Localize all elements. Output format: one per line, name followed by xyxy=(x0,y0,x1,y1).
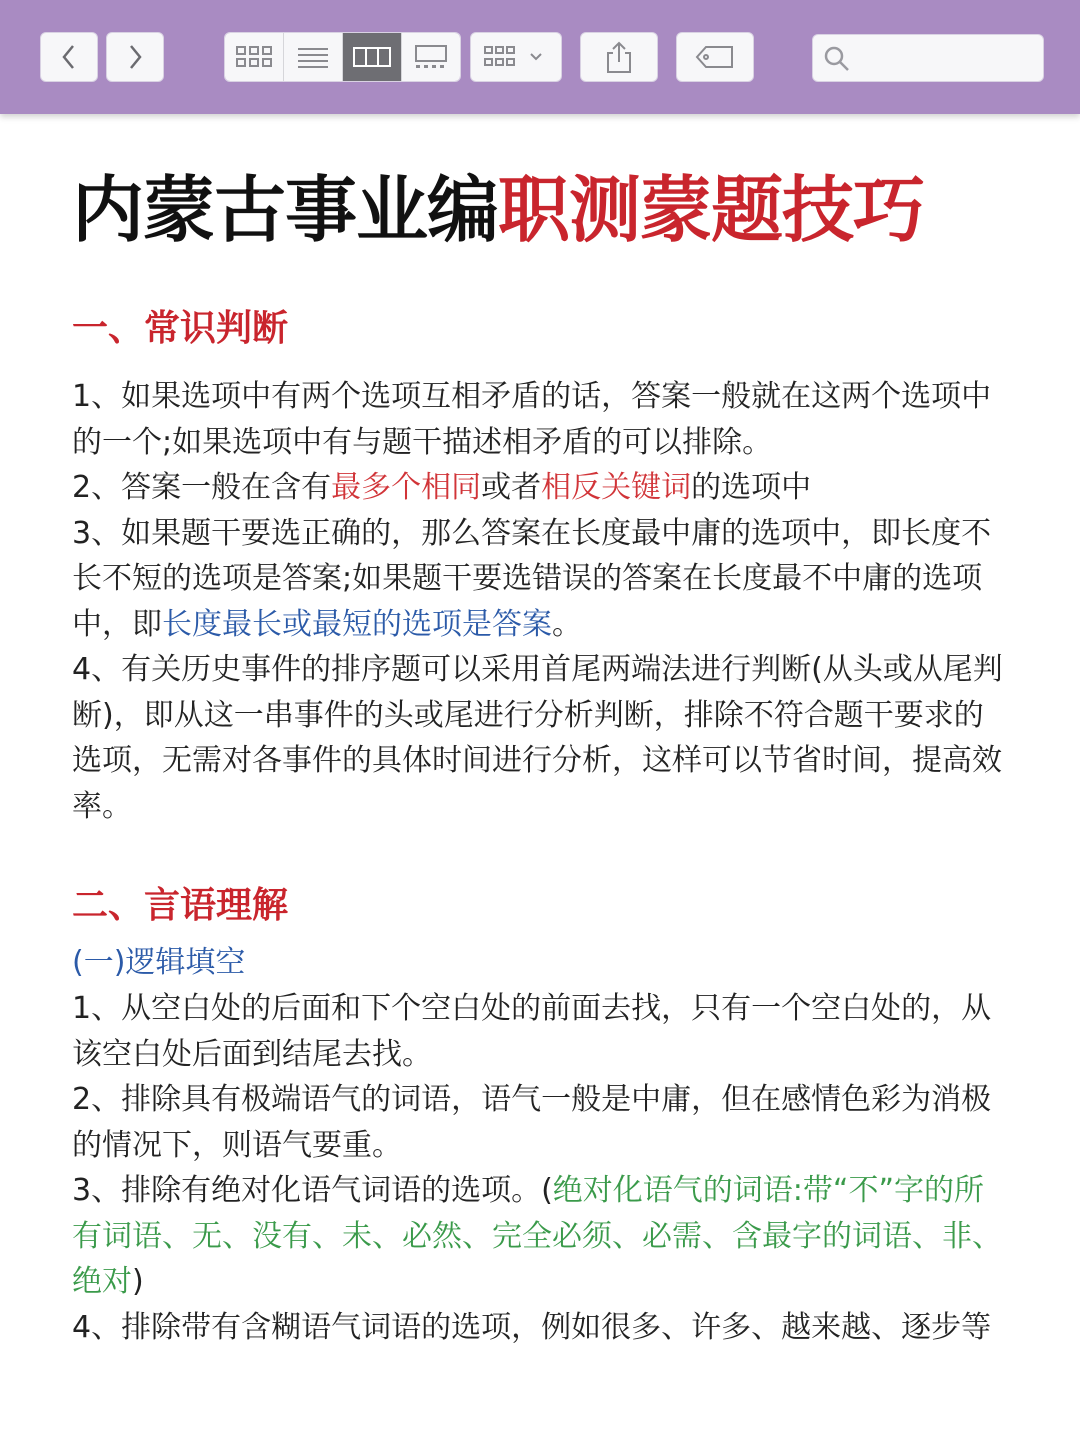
search-field[interactable] xyxy=(812,34,1044,82)
search-icon xyxy=(823,45,851,73)
grid-view-icon xyxy=(234,44,274,70)
list-view-icon xyxy=(295,44,331,70)
title-part-red: 职测蒙题技巧 xyxy=(498,167,925,252)
list-view-button[interactable] xyxy=(284,33,343,81)
group-by-button[interactable] xyxy=(470,32,562,82)
gallery-view-icon xyxy=(411,43,451,71)
gallery-view-button[interactable] xyxy=(402,33,460,81)
tip-1-4: 4、有关历史事件的排序题可以采用首尾两端法进行判断(从头或从尾判断)，即从这一串事件的头或尾进行分析判断，排除不符合题干要求的选项，无需对各事件的具体时间进行分析，这样可以节省时间，提高效率。 xyxy=(72,652,1003,824)
share-icon xyxy=(603,40,635,74)
tip-1-1: 1、如果选项中有两个选项互相矛盾的话，答案一般就在这两个选项中的一个;如果选项中有与题干描述相矛盾的可以排除。 xyxy=(72,379,992,460)
group-by-icon xyxy=(481,44,551,70)
tip-2-3: 3、排除有绝对化语气词语的选项。(绝对化语气的词语:带“不”字的所有词语、无、没有、未、必然、完全必须、必需、含最字的词语、非、绝对) xyxy=(72,1173,1002,1299)
page-title xyxy=(72,150,1012,270)
tip-2-2: 2、排除具有极端语气的词语，语气一般是中庸，但在感情色彩为消极的情况下，则语气要重。 xyxy=(72,1082,992,1163)
chevron-left-icon xyxy=(59,43,79,71)
tag-button[interactable] xyxy=(676,32,754,82)
tip-1-3: 3、如果题干要选正确的，那么答案在长度最中庸的选项中，即长度不长不短的选项是答案;如果题干要选错误的答案在长度最不中庸的选项中，即长度最长或最短的选项是答案。 xyxy=(72,515,992,642)
forward-button[interactable] xyxy=(106,32,164,82)
share-button[interactable] xyxy=(580,32,658,82)
window-toolbar xyxy=(0,0,1080,114)
back-button[interactable] xyxy=(40,32,98,82)
section-heading-language: 二、言语理解 xyxy=(72,885,289,926)
column-view-icon xyxy=(352,45,392,69)
highlight-most-same: 最多个相同 xyxy=(331,470,482,505)
highlight-longest-shortest: 长度最长或最短的选项是答案 xyxy=(162,606,552,642)
column-view-button[interactable] xyxy=(343,33,402,81)
tip-1-2: 2、答案一般在含有最多个相同或者相反关键词的选项中 xyxy=(72,470,812,505)
subsection-heading-logic-fill: (一)逻辑填空 xyxy=(72,945,246,980)
section-heading-common-sense: 一、常识判断 xyxy=(72,308,289,349)
tag-icon xyxy=(694,44,736,70)
view-mode-segmented-control xyxy=(224,32,461,82)
tip-2-1: 1、从空白处的后面和下个空白处的前面去找，只有一个空白处的，从该空白处后面到结尾去找。 xyxy=(72,991,992,1072)
title-part-black: 内蒙古事业编 xyxy=(72,167,499,252)
chevron-right-icon xyxy=(125,43,145,71)
grid-view-button[interactable] xyxy=(225,33,284,81)
tip-2-4: 4、排除带有含糊语气词语的选项，例如很多、许多、越来越、逐步等 xyxy=(72,1309,992,1345)
highlight-absolute-words: 绝对化语气的词语:带“不”字的所有词语、无、没有、未、必然、完全必须、必需、含最字的词语、非、绝对 xyxy=(72,1173,1002,1299)
highlight-opposite-keywords: 相反关键词 xyxy=(541,470,692,505)
article-content xyxy=(72,150,1012,1350)
